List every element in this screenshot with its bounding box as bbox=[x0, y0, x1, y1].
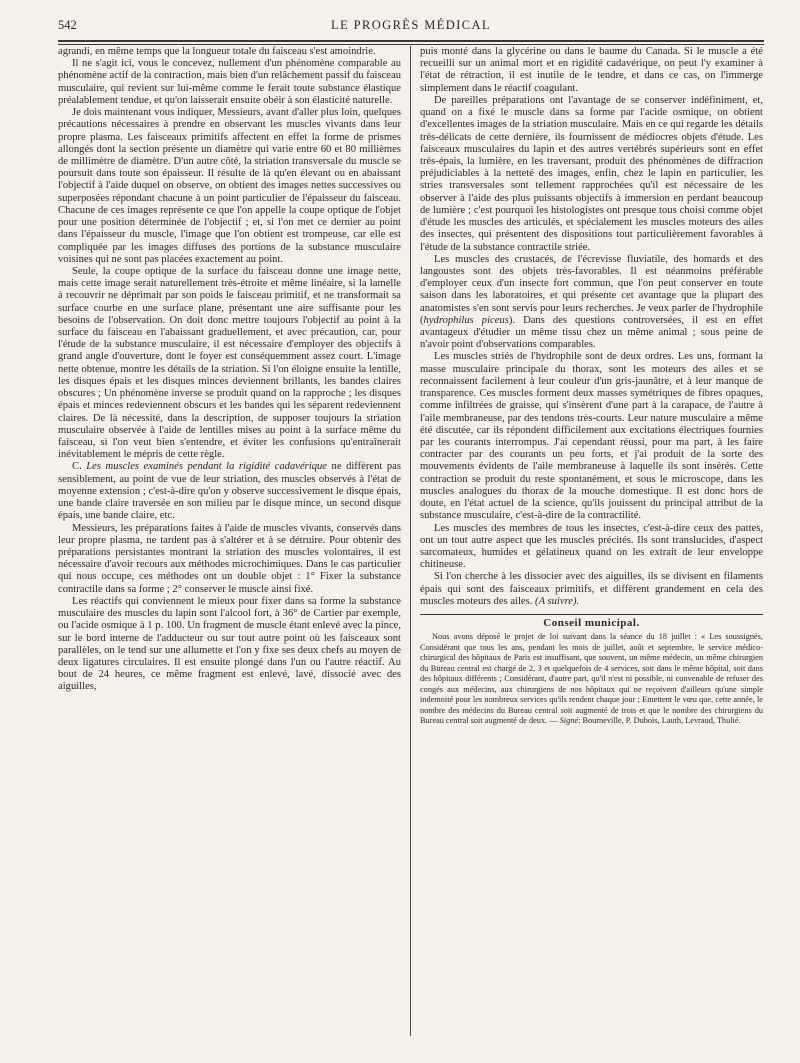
last-paragraph bbox=[420, 571, 763, 608]
to-be-continued: (A suivre). bbox=[535, 595, 580, 607]
section-text: ne diffèrent pas sensiblement, au point de vue de leur striation, des muscles observés à l'état de moyenne extension ; c'est-à-dire qu'on y observe successivement le disque épais, une bande claire traversée en son milieu par le disque mince, un second disque épais, une bande claire, etc. bbox=[58, 461, 401, 522]
section-title: Conseil municipal. bbox=[543, 617, 640, 630]
newspaper-page bbox=[58, 16, 764, 1056]
left-column bbox=[58, 46, 401, 694]
header-rule bbox=[58, 40, 764, 42]
paragraph: Messieurs, les préparations faites à l'aide de muscles vivants, conservés dans leur propre plasma, ne tardent pas à s'altérer et à se détruire. Pour obtenir des préparations persistantes montrant la striation des muscles volontaires, il est nécessaire d'avoir recours aux méthodes microchimiques. Dans le cas particulier qui nous occupe, ces méthodes ont un double objet : 1° Fixer la substance contractile dans sa forme ; 2° conserver le muscle ainsi fixé. bbox=[58, 522, 401, 595]
page-number: 542 bbox=[58, 18, 77, 32]
paragraph: Les réactifs qui conviennent le mieux pour fixer dans sa forme la substance musculaire des muscles du lapin sont l'alcool fort, à 36° de Cartier par exemple, ou l'acide osmique à 1 p. 100. Un fragment de muscle étant enlevé avec la pince, sur le bord interne de l'adducteur ou sur tout autre point où les faisceaux sont parallèles, on le tend sur une allumette et l'on y fixe ses deux chefs au moyen de deux ligatures circulaires. Il est ensuite plongé dans l'un ou l'autre réactif. Au bout de 24 heures, ce même fragment est enlevé, lavé, dissocié avec des aiguilles, bbox=[58, 595, 401, 693]
species-name: hydrophilus piceus bbox=[423, 314, 509, 326]
text-span: Si l'on cherche à les dissocier avec des aiguilles, ils se divisent en filaments épais qui sont des faisceaux primitifs, et diffèrent grandement en cela des muscles moteurs des ailes. bbox=[420, 571, 763, 607]
signatures: : Bourneville, P. Dubois, Lauth, Levraud, Thulié. bbox=[578, 716, 741, 726]
paragraph: Je dois maintenant vous indiquer, Messieurs, avant d'aller plus loin, quelques précautions nécessaires à prendre en observant les muscles vivants dans leur propre plasma. Les faisceaux primitifs affectent en effet la forme de prismes allongés dont la section présente un diamètre qui varie entre 60 et 80 millièmes de millimètre de diamètre. D'un autre côté, la striation transversale du muscle se poursuit dans toute son épaisseur. Il résulte de là qu'en élevant ou en abaissant l'objectif à l'aide duquel on observe, on obtient des images nettes successives ou superposées répondant chacune à un point particulier de l'épaisseur du faisceau. Chacune de ces images représente ce que l'on appelle la coupe optique de l'objet pour une position déterminée de l'objectif ; et, si l'on met ce dernier au point dans l'épaisseur du muscle, l'image que l'on obtient est trompeuse, car elle est compliquée par les images diffuses des portions de la substance musculaire voisines qui ne sont pas placées exactement au point. bbox=[58, 107, 401, 265]
text-span: ). Dans des questions controversées, il est en effet avantageux d'étudier un même tissu chez un même animal ; sous peine de n'avoir point d'observations comparables. bbox=[420, 314, 763, 351]
hydrophile-paragraph bbox=[420, 254, 763, 352]
text-span: Les muscles des crustacés, de l'écrevisse fluviatile, des homards et des langoustes sont des objets très-favorables. Il est néanmoins préférable d'employer ceux d'un insecte fort commun, que l'on peut conserver en toute saison dans les laboratoires, et qui présente cet avantage que la plupart des anatomistes s'en sont servis pour leurs recherches. Je veux parler de l'hydrophile ( bbox=[420, 253, 763, 326]
section-c-paragraph bbox=[58, 461, 401, 522]
paragraph: puis monté dans la glycérine ou dans le baume du Canada. Si le muscle a été recueilli sur un animal mort et en rigidité cadavérique, on peut l'y examiner à l'état de rétraction, il est inutile de le tendre, et dans ce cas, on l'immerge simplement dans le réactif coagulant. bbox=[420, 46, 763, 94]
running-title: LE PROGRÈS MÉDICAL bbox=[331, 18, 491, 32]
paragraph: agrandi, en même temps que la longueur totale du faisceau s'est amoindrie. bbox=[58, 46, 376, 57]
signed-label: Signé bbox=[559, 716, 579, 726]
text-span: Nous avons déposé le projet de loi suivant dans la séance du 18 juillet : « Les soussignés, Considérant que tous les ans, pendant les mois de juillet, août et septembre, le service médico-chirurgical des hôpitaux de Paris est insuffisant, que souvent, un même médecin, un même chirurgien du Bureau central est chargé de 2, 3 et quelquefois de 4 services, soit dans le même hôpital, soit dans des hôpitaux différents ; Considérant, d'autre part, qu'il n'est ni possible, ni convenable de refuser des congés aux médecins, aux chirurgiens de nos hôpitaux qui ne reçoivent d'ailleurs qu'une simple indemnité pour les nombreux services qu'ils rendent chaque jour ; Emettent le vœu que, cette année, le nombre des médecins du Bureau central soit augmenté de trois et que le nombre des chirurgiens du Bureau central soit augmenté de deux. — bbox=[420, 632, 763, 726]
section-rule bbox=[420, 614, 763, 615]
column-divider bbox=[410, 46, 411, 1036]
right-column bbox=[420, 46, 763, 727]
paragraph: Les muscles striés de l'hydrophile sont de deux ordres. Les uns, formant la masse musculaire principale du thorax, sont les moteurs des ailes et se reconnaissent facilement à leur couleur d'un gris-jaunâtre, et à leur manque de transparence. Ces muscles forment deux masses symétriques de fibres opaques, comme infiltrées de graisse, qui s'insèrent d'une part à la carapace, de l'autre à l'aile membraneuse, par des tendons très-courts. Leur nature musculaire a même été discutée, car ils répondent difficilement aux excitations électriques fournies par les courants interrompus. J'ai cependant réussi, pour ma part, à les faire contracter par des courants un peu forts, et j'ai produit de la sorte des mouvements évidents de l'aile membraneuse à laquelle ils sont insérés. Cette contraction se produit du reste spontanément, et sous le microscope, dans les muscles analogues du thorax de la mouche domestique. Il est donc hors de doute, en l'état actuel de la science, qu'ils jouissent du principal attribut de la substance musculaire, c'est-à-dire de la contractilité. bbox=[420, 351, 763, 522]
paragraph: Il ne s'agit ici, vous le concevez, nullement d'un phénomène comparable au phénomène actif de la contraction, mais bien d'un relâchement passif du faisceau musculaire, qui revient sur lui-même comme le ferait toute substance élastique préalablement tendue, et qu'on laisserait ensuite obéir à son élasticité naturelle. bbox=[58, 58, 401, 106]
header-rule-thin bbox=[58, 44, 764, 45]
conseil-paragraph bbox=[420, 632, 763, 727]
section-marker: C. bbox=[72, 461, 82, 473]
conseil-text bbox=[420, 632, 763, 727]
paragraph: Seule, la coupe optique de la surface du faisceau donne une image nette, mais cette image serait naturellement très-étroite et même linéaire, si la lamelle à recouvrir ne déprimait par son poids le faisceau primitif, et ne transformait sa surface courbe en une surface plane, présentant une aire suffisante pour les besoins de l'observation. On doit donc mettre toujours l'objectif au point à la surface du faisceau en l'abaissant graduellement, et avec précaution, car, pour l'étude de la substance musculaire, il est nécessaire d'employer des objectifs à grand angle d'ouverture, dont le foyer est conséquemment assez court. L'image nette obtenue, montre les détails de la striation. Si l'on éloigne ensuite la lentille, les disques épais et les disques minces deviennent brillants, les bandes claires obscures ; Un phénomène inverse se produit quand on la rapproche ; les disques épais et minces redeviennent obscurs et les bandes qui les séparent redeviennent claires. De là nécessité, dans la description, de supposer toujours la striation musculaire observée à l'aide de lentilles mises au point à la surface même du faisceau, si l'on veut bien s'entendre, et éviter les confusions qu'entraînerait inévitablement le mépris de cette règle. bbox=[58, 265, 401, 461]
page-header bbox=[58, 16, 764, 38]
paragraph: De pareilles préparations ont l'avantage de se conserver indéfiniment, et, quand on a fixé le muscle dans sa forme par l'acide osmique, on obtient d'excellentes images de la striation musculaire. Mais en ce qui regarde les détails très-délicats de cette dernière, ils fournissent de médiocres objets d'étude. Les faisceaux musculaires du lapin et des autres vertébrés supérieurs sont en effet très-épais, la lumière, en les traversant, produit des phénomènes de diffraction préjudiciables à la netteté des images, enfin, chez le lapin en particulier, les stries transversales sont tellement rapprochées qu'il est nécessaire de les observer à l'aide des plus puissants objectifs à immersion en perdant beaucoup de lumière ; c'est pourquoi les histologistes ont presque tous choisi comme objet d'étude les muscles des articulés, et spécialement les muscles moteurs des ailes des insectes, qui présentent des dispositions tout particulièrement favorables à l'étude de la substance contractile striée. bbox=[420, 94, 763, 253]
paragraph: Les muscles des membres de tous les insectes, c'est-à-dire ceux des pattes, ont un tout autre aspect que les muscles précités. Ils sont translucides, d'aspect sarcomateux, humides et gélatineux quand on les extrait de leur enveloppe chitineuse. bbox=[420, 522, 763, 571]
section-italic-lead: Les muscles examinés pendant la rigidité cadavérique bbox=[86, 461, 328, 473]
